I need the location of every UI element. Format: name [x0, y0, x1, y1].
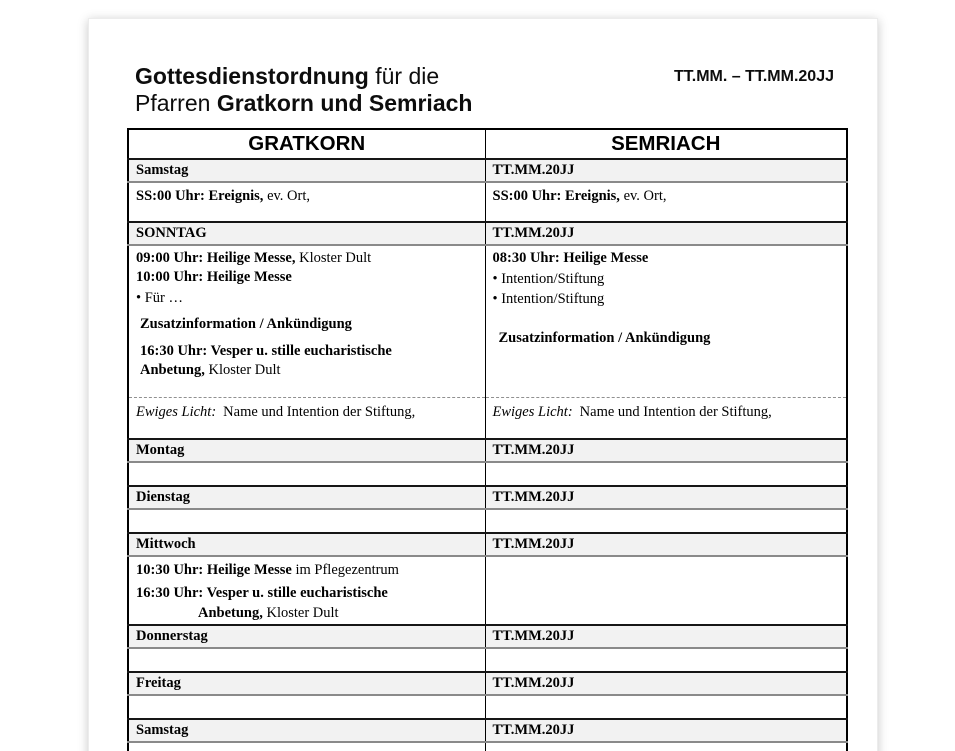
mass-time-label: 09:00 Uhr: Heilige Messe,	[136, 250, 296, 266]
intention-bullet: • Für …	[136, 290, 183, 306]
info-label: Zusatzinformation / Ankündigung	[498, 330, 711, 346]
ewiges-licht-text: Name und Intention der Stiftung,	[223, 403, 416, 420]
document-page	[88, 18, 878, 751]
ewiges-licht-label: Ewiges Licht:	[136, 403, 217, 420]
title-regular-1: für die	[368, 63, 440, 89]
day-row-freitag	[128, 672, 847, 695]
content-row-sonntag	[128, 245, 847, 397]
day-label: Samstag	[128, 719, 485, 742]
vesper-line-2-bold: Anbetung,	[198, 605, 263, 621]
day-label: Samstag	[128, 159, 485, 182]
vesper-place: Kloster Dult	[262, 605, 339, 621]
day-label: Mittwoch	[128, 533, 485, 556]
day-row-donnerstag	[128, 625, 847, 648]
vesper-line-1: 16:30 Uhr: Vesper u. stille eucharistische	[140, 343, 392, 359]
empty-row-samstag-2	[128, 742, 847, 751]
day-row-samstag-1	[128, 159, 847, 182]
mass-time-label: 08:30 Uhr: Heilige Messe	[492, 250, 649, 266]
day-label: Dienstag	[128, 486, 485, 509]
vesper-place: Kloster Dult	[204, 362, 281, 378]
day-label: Montag	[128, 439, 485, 462]
day-row-dienstag	[128, 486, 847, 509]
date-range: TT.MM. – TT.MM.20JJ	[673, 68, 834, 85]
day-date: TT.MM.20JJ	[485, 439, 847, 462]
title-regular-2: Pfarren	[135, 90, 217, 116]
title-bold-2: Gratkorn und Semriach	[216, 90, 473, 116]
ewiges-licht-cell-semriach	[485, 397, 847, 439]
document-title	[135, 63, 472, 117]
column-header-gratkorn: GRATKORN	[128, 129, 485, 159]
mittwoch-cell-gratkorn	[128, 556, 485, 625]
day-date: TT.MM.20JJ	[485, 159, 847, 182]
document-header	[89, 19, 877, 117]
info-label: Zusatzinformation / Ankündigung	[140, 316, 352, 332]
vesper-line-1: 16:30 Uhr: Vesper u. stille eucharistische	[136, 585, 388, 601]
event-cell-gratkorn	[128, 182, 485, 222]
mass-place: Kloster Dult	[295, 250, 372, 266]
day-date: TT.MM.20JJ	[485, 672, 847, 695]
content-row-mittwoch	[128, 556, 847, 625]
day-date: TT.MM.20JJ	[485, 719, 847, 742]
event-place: ev. Ort,	[263, 188, 311, 204]
day-date: TT.MM.20JJ	[485, 222, 847, 245]
day-date: TT.MM.20JJ	[485, 625, 847, 648]
event-time-label: SS:00 Uhr: Ereignis,	[136, 188, 264, 204]
empty-row-dienstag	[128, 509, 847, 533]
day-row-sonntag	[128, 222, 847, 245]
title-line-1	[135, 63, 472, 90]
ewiges-licht-text: Name und Intention der Stiftung,	[579, 403, 772, 420]
intention-bullet: • Intention/Stiftung	[492, 271, 605, 287]
event-cell-semriach	[485, 182, 847, 222]
mass-place: im Pflegezentrum	[291, 562, 399, 578]
day-date: TT.MM.20JJ	[485, 486, 847, 509]
day-row-montag	[128, 439, 847, 462]
mass-time-label: 10:00 Uhr: Heilige Messe	[136, 269, 292, 285]
schedule-table	[127, 128, 848, 751]
mittwoch-cell-semriach	[485, 556, 847, 625]
vesper-line-2-bold: Anbetung,	[140, 362, 205, 378]
event-time-label: SS:00 Uhr: Ereignis,	[492, 188, 620, 204]
day-label: Donnerstag	[128, 625, 485, 648]
ewiges-licht-label: Ewiges Licht:	[492, 403, 573, 420]
day-row-samstag-2	[128, 719, 847, 742]
empty-row-montag	[128, 462, 847, 486]
sunday-cell-gratkorn	[128, 245, 485, 397]
day-label: Freitag	[128, 672, 485, 695]
mass-time-label: 10:30 Uhr: Heilige Messe	[136, 562, 292, 578]
day-date: TT.MM.20JJ	[485, 533, 847, 556]
column-header-row	[128, 129, 847, 159]
title-bold-1: Gottesdienstordnung	[135, 63, 369, 89]
day-row-mittwoch	[128, 533, 847, 556]
content-row-samstag-1	[128, 182, 847, 222]
ewiges-licht-cell-gratkorn	[128, 397, 485, 439]
event-place: ev. Ort,	[619, 188, 667, 204]
day-label: SONNTAG	[128, 222, 485, 245]
intention-bullet: • Intention/Stiftung	[492, 291, 605, 307]
column-header-semriach: SEMRIACH	[485, 129, 847, 159]
sunday-cell-semriach	[485, 245, 847, 397]
title-line-2	[135, 90, 472, 117]
empty-row-freitag	[128, 695, 847, 719]
empty-row-donnerstag	[128, 648, 847, 672]
ewiges-licht-row	[128, 397, 847, 439]
